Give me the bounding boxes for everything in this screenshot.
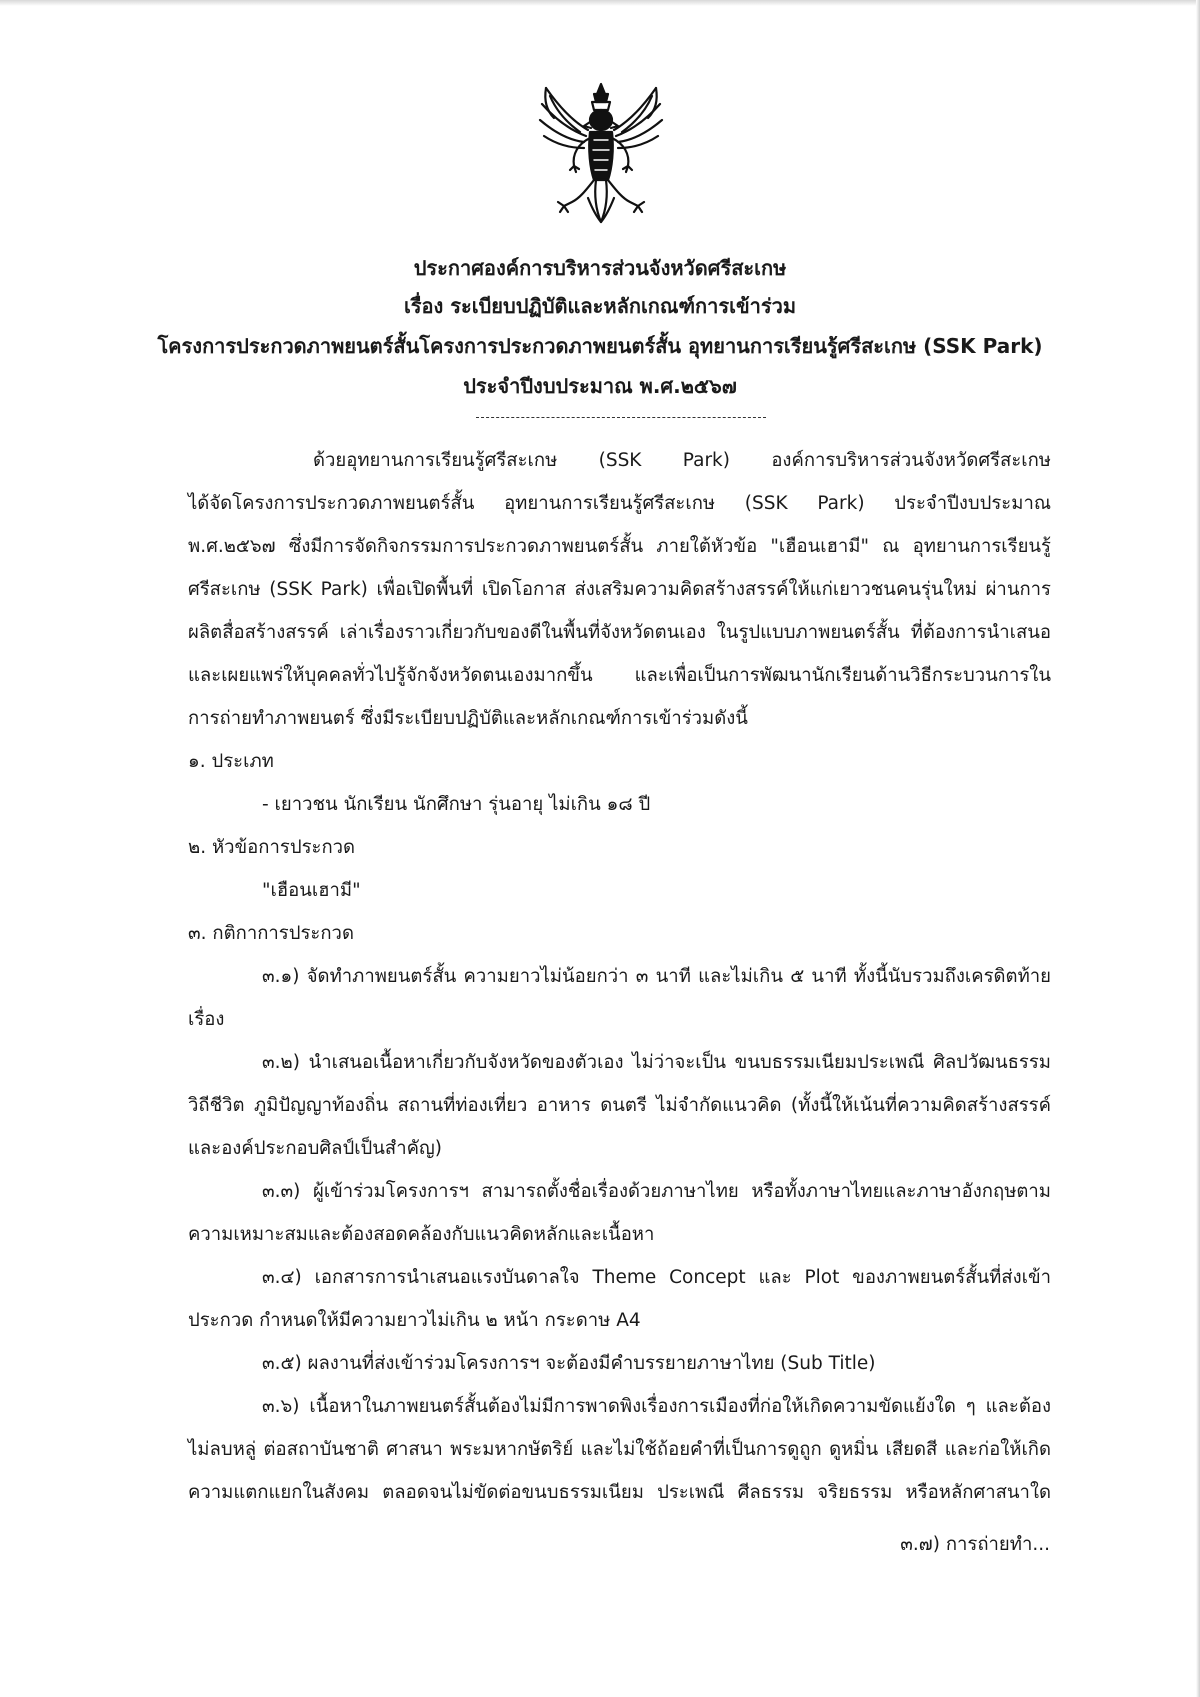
intro-line-5: ผลิตสื่อสร้างสรรค์ เล่าเรื่องราวเกี่ยวกับของดีในพื้นที่จังหวัดตนเอง ในรูปแบบภาพยนตร์สั้น ที่ต้องการนำเสนอ [188, 622, 1051, 643]
rule-3-4-line-1: ๓.๔) เอกสารการนำเสนอแรงบันดาลใจ Theme Concept และ Plot ของภาพยนตร์สั้นที่ส่งเข้า [262, 1267, 1051, 1288]
rule-3-3-line-2: ความเหมาะสมและต้องสอดคล้องกับแนวคิดหลักและเนื้อหา [188, 1224, 655, 1245]
intro-line-6: และเผยแพร่ให้บุคคลทั่วไปรู้จักจังหวัดตนเองมากขึ้น และเพื่อเป็นการพัฒนานักเรียนด้านวิธีกระบวนการใน [188, 665, 1051, 686]
header-divider [476, 417, 766, 418]
project-title: โครงการประกวดภาพยนตร์สั้นโครงการประกวดภาพยนตร์สั้น อุทยานการเรียนรู้ศรีสะเกษ (SSK Park) [157, 334, 1043, 358]
rule-3-1-line-1: ๓.๑) จัดทำภาพยนตร์สั้น ความยาวไม่น้อยกว่า ๓ นาที และไม่เกิน ๕ นาที ทั้งนี้นับรวมถึงเครดิตท้าย [262, 966, 1051, 987]
continuation-marker: ๓.๗) การถ่ายทำ... [900, 1534, 1050, 1555]
rule-3-6-line-2: ไม่ลบหลู่ ต่อสถาบันชาติ ศาสนา พระมหากษัตริย์ และไม่ใช้ถ้อยคำที่เป็นการดูถูก ดูหมิ่น เสียดสี และก่อให้เกิด [188, 1439, 1051, 1460]
intro-line-2: ได้จัดโครงการประกวดภาพยนตร์สั้น อุทยานการเรียนรู้ศรีสะเกษ (SSK Park) ประจำปีงบประมาณ [188, 493, 1051, 514]
rule-3-3-line-1: ๓.๓) ผู้เข้าร่วมโครงการฯ สามารถตั้งชื่อเรื่องด้วยภาษาไทย หรือทั้งภาษาไทยและภาษาอังกฤษตาม [262, 1181, 1051, 1202]
rule-3-2-line-1: ๓.๒) นำเสนอเนื้อหาเกี่ยวกับจังหวัดของตัวเอง ไม่ว่าจะเป็น ขนบธรรมเนียมประเพณี ศิลปวัฒนธรรม [262, 1052, 1051, 1073]
section-2-title: ๒. หัวข้อการประกวด [188, 837, 356, 858]
intro-line-7: การถ่ายทำภาพยนตร์ ซึ่งมีระเบียบปฏิบัติและหลักเกณฑ์การเข้าร่วมดังนี้ [188, 708, 748, 729]
subject-line: เรื่อง ระเบียบปฏิบัติและหลักเกณฑ์การเข้าร่วม [403, 294, 797, 318]
rule-3-5-line-1: ๓.๕) ผลงานที่ส่งเข้าร่วมโครงการฯ จะต้องมีคำบรรยายภาษาไทย (Sub Title) [262, 1353, 876, 1374]
section-1-item: - เยาวชน นักเรียน นักศึกษา รุ่นอายุ ไม่เกิน ๑๘ ปี [262, 794, 651, 815]
intro-line-3: พ.ศ.๒๕๖๗ ซึ่งมีการจัดกิจกรรมการประกวดภาพยนตร์สั้น ภายใต้หัวข้อ "เฮือนเฮามี" ณ อุทยานการเรียนรู้ [188, 536, 1051, 557]
rule-3-4-line-2: ประกวด กำหนดให้มีความยาวไม่เกิน ๒ หน้า กระดาษ A4 [188, 1310, 641, 1331]
section-1-title: ๑. ประเภท [188, 751, 274, 772]
section-3-title: ๓. กติกาการประกวด [188, 923, 354, 944]
announcement-title: ประกาศองค์การบริหารส่วนจังหวัดศรีสะเกษ [413, 256, 787, 280]
section-2-item: "เฮือนเฮามี" [262, 880, 361, 901]
rule-3-2-line-2: วิถีชีวิต ภูมิปัญญาท้องถิ่น สถานที่ท่องเที่ยว อาหาร ดนตรี ไม่จำกัดแนวคิด (ทั้งนี้ให้เน้นที่ความคิดสร้างสรรค์ [188, 1095, 1051, 1116]
garuda-emblem-icon [536, 80, 666, 230]
fiscal-year-line: ประจำปีงบประมาณ พ.ศ.๒๕๖๗ [463, 374, 737, 398]
intro-line-1: ด้วยอุทยานการเรียนรู้ศรีสะเกษ (SSK Park) องค์การบริหารส่วนจังหวัดศรีสะเกษ [313, 450, 1051, 471]
rule-3-6-line-3: ความแตกแยกในสังคม ตลอดจนไม่ขัดต่อขนบธรรมเนียม ประเพณี ศีลธรรม จริยธรรม หรือหลักศาสนาใด [188, 1482, 1051, 1503]
rule-3-2-line-3: และองค์ประกอบศิลป์เป็นสำคัญ) [188, 1138, 442, 1159]
intro-line-4: ศรีสะเกษ (SSK Park) เพื่อเปิดพื้นที่ เปิดโอกาส ส่งเสริมความคิดสร้างสรรค์ให้แก่เยาวชนคนรุ่นใหม่ ผ่านการ [188, 579, 1051, 600]
rule-3-6-line-1: ๓.๖) เนื้อหาในภาพยนตร์สั้นต้องไม่มีการพาดพิงเรื่องการเมืองที่ก่อให้เกิดความขัดแย้งใด ๆ และต้อง [262, 1396, 1051, 1417]
rule-3-1-line-2: เรื่อง [188, 1009, 225, 1030]
scan-top-edge [0, 0, 1200, 6]
